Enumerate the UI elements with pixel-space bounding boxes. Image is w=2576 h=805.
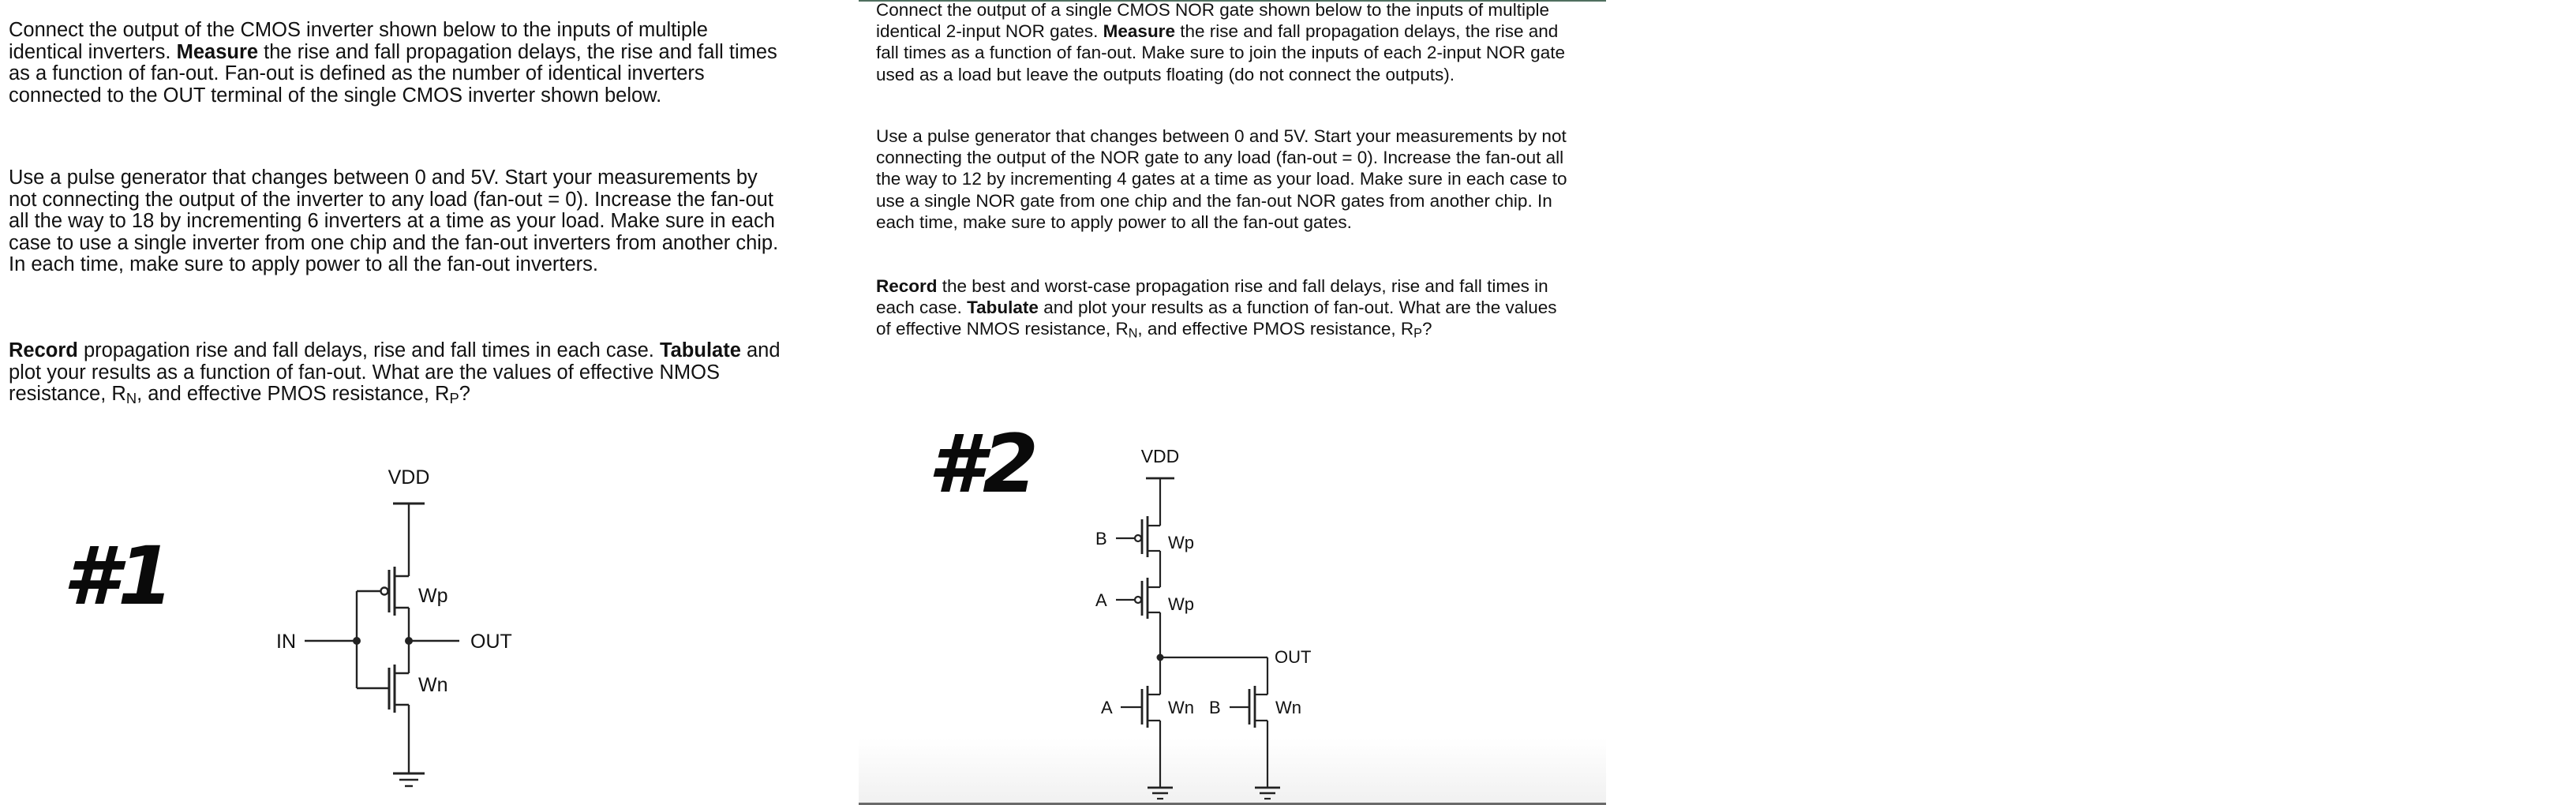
vdd-label: VDD [1140,446,1180,466]
nmos-width-label: Wn [418,674,448,696]
text-run: , and effective PMOS resistance, R [137,383,450,406]
pmos-b-transistor [1116,516,1160,557]
emphasis-text: Measure [1103,21,1175,42]
nmos-a-width-label: Wn [1168,698,1194,717]
pmos-transistor [357,567,409,616]
text-run: ? [459,383,470,406]
text-run: the rise and fall propagation delays, the rise and fall times as a function of fan-out. Make sure to join the inputs of each 2-input NOR gate used as a load but leave the outputs floating (do not connect the outputs). [876,21,1565,84]
problem-1-number-badge: #1 [63,530,172,623]
nmos-b-transistor [1230,686,1267,728]
text-run: Use a pulse generator that changes between 0 and 5V. Start your measurements by not connecting the output of the inverter to any load (fan-out = 0). Increase the fan-out all the way to 18 by incrementing 6 inverters at a time as your load. Make sure in each case to use a single inverter from one chip and the fan-out inverters from another chip. In each time, make sure to apply power to all the fan-out inverters. [9,167,779,276]
pmos-a-input-label: A [1095,590,1107,610]
ground-symbol-b-icon [1255,788,1280,799]
in-label: IN [276,631,296,653]
subscript-text: P [1413,326,1422,341]
emphasis-text: Record [9,339,78,361]
text-run: ? [1421,319,1432,339]
nor-gate-schematic [1072,440,1403,803]
ground-symbol-icon [393,773,425,786]
emphasis-text: Tabulate [659,339,741,361]
pmos-b-width-label: Wp [1168,533,1194,552]
emphasis-text: Tabulate [967,298,1039,318]
emphasis-text: Measure [176,40,259,63]
emphasis-text: Record [876,276,938,296]
problem-2-paragraph-3 [876,275,1571,340]
problem-2-number-badge: #2 [928,417,1037,511]
inverter-schematic [260,466,576,797]
problem-1-paragraph-3 [9,340,786,406]
out-label: OUT [1275,647,1312,667]
text-run: , and effective PMOS resistance, R [1137,319,1414,339]
problem-1-paragraph-2 [9,167,790,276]
text-run: and plot your results as a function of fan-out. What are the values of effective NMOS resistance, R [9,339,781,406]
text-run: Connect the output of the CMOS inverter shown below to the inputs of multiple identical inverters. [9,19,708,63]
text-run: Connect the output of a single CMOS NOR gate shown below to the inputs of multiple identical 2-input NOR gates. [876,0,1549,42]
problem-2-paragraph-1 [876,0,1571,85]
vdd-label: VDD [388,466,430,489]
out-label: OUT [470,631,512,653]
nmos-transistor [357,665,409,713]
pmos-a-transistor [1116,578,1160,619]
text-run: the best and worst-case propagation rise and fall delays, rise and fall times in each case. [876,276,1548,318]
subscript-text: N [1128,326,1138,341]
text-run: Use a pulse generator that changes between 0 and 5V. Start your measurements by not connecting the output of the NOR gate to any load (fan-out = 0). Increase the fan-out all the way to 12 by incrementing 4 gates at a time as your load. Make sure in each case to use a single NOR gate from one chip and the fan-out NOR gates from another chip. In each time, make sure to apply power to all the fan-out gates. [876,126,1567,232]
problem-1-paragraph-1 [9,20,786,107]
ground-symbol-a-icon [1148,788,1173,799]
nmos-a-transistor [1121,686,1160,728]
problem-2-panel [859,0,1606,805]
text-run: the rise and fall propagation delays, the rise and fall times as a function of fan-out. Fan-out is defined as the number of identical inverters connected to the OUT terminal of the single CMOS inverter shown below. [9,40,777,107]
pmos-width-label: Wp [418,585,448,607]
nmos-b-width-label: Wn [1275,698,1301,717]
nmos-b-input-label: B [1209,698,1221,717]
problem-1-panel [0,0,797,805]
text-run: propagation rise and fall delays, rise and fall times in each case. [77,339,660,361]
problem-2-paragraph-2 [876,125,1571,233]
subscript-text: P [449,390,459,407]
pmos-b-input-label: B [1095,529,1107,549]
nmos-a-input-label: A [1101,698,1113,717]
subscript-text: N [125,390,137,407]
pmos-a-width-label: Wp [1168,594,1194,614]
text-run: and plot your results as a function of fan-out. What are the values of effective NMOS resistance, R [876,298,1557,339]
